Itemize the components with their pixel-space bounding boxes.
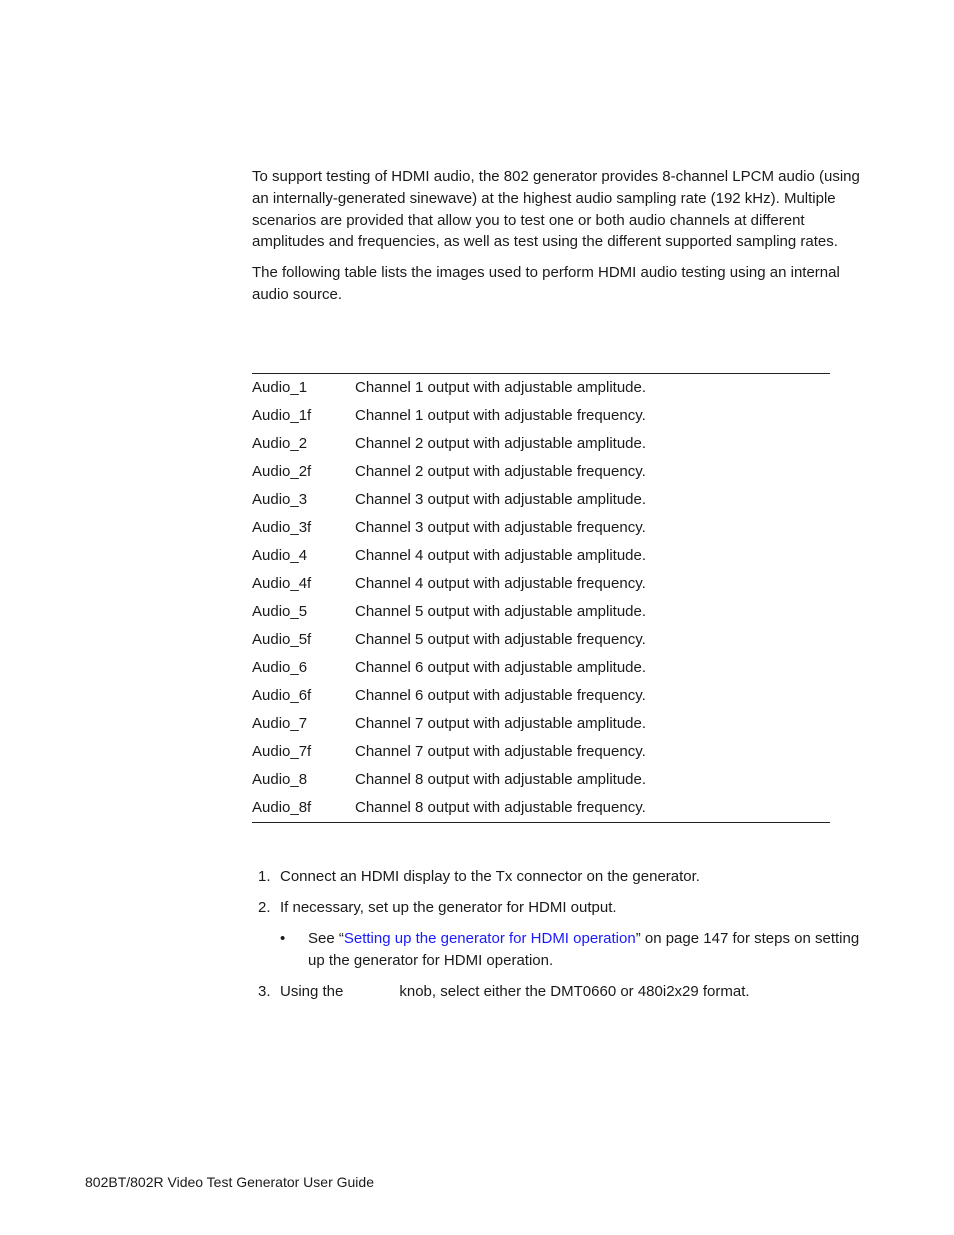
step-text-after: knob, select either the DMT0660 or 480i2x29 format. — [399, 983, 750, 1000]
image-name-cell: Audio_3 — [252, 491, 308, 508]
page-footer: 802BT/802R Video Test Generator User Guide — [85, 1174, 374, 1190]
table-row — [252, 430, 830, 458]
image-description-cell: Channel 7 output with adjustable amplitude. — [355, 715, 647, 732]
image-description-cell: Channel 2 output with adjustable amplitude. — [355, 435, 647, 452]
image-name-cell: Audio_4 — [252, 547, 308, 564]
step-2 — [252, 897, 872, 919]
image-name-cell: Audio_7 — [252, 715, 308, 732]
table-row — [252, 542, 830, 570]
step-number: 3. — [258, 983, 271, 1000]
image-name-cell: Audio_8f — [252, 799, 312, 816]
image-name-cell: Audio_4f — [252, 575, 312, 592]
image-name-cell: Audio_1 — [252, 379, 308, 396]
step-text: If necessary, set up the generator for HDMI output. — [280, 899, 617, 916]
hdmi-setup-link[interactable]: Setting up the generator for HDMI operation — [343, 930, 636, 947]
image-description-cell: Channel 3 output with adjustable frequency. — [355, 519, 646, 536]
image-name-cell: Audio_2f — [252, 463, 312, 480]
table-row — [252, 738, 830, 766]
step-number: 1. — [258, 868, 271, 885]
step-1 — [252, 866, 872, 888]
table-row — [252, 514, 830, 542]
table-row — [252, 598, 830, 626]
table-row — [252, 710, 830, 738]
image-description-cell: Channel 2 output with adjustable frequency. — [355, 463, 646, 480]
table-row — [252, 570, 830, 598]
table-row — [252, 766, 830, 794]
step-3 — [252, 981, 872, 1003]
image-name-cell: Audio_7f — [252, 743, 312, 760]
image-name-cell: Audio_8 — [252, 771, 308, 788]
image-name-cell: Audio_6 — [252, 659, 308, 676]
table-bottom-rule — [252, 822, 830, 823]
table-row — [252, 682, 830, 710]
procedure-steps — [252, 866, 872, 1012]
table-row — [252, 486, 830, 514]
image-description-cell: Channel 5 output with adjustable frequency. — [355, 631, 646, 648]
table-row — [252, 654, 830, 682]
image-description-cell: Channel 6 output with adjustable frequency. — [355, 687, 646, 704]
intro-paragraph-2: The following table lists the images used to perform HDMI audio testing using an internal audio source. — [252, 264, 840, 303]
bullet-dot: • — [280, 930, 286, 947]
bullet-suffix: ” on page 147 for steps on setting up the generator for HDMI operation. — [308, 930, 860, 969]
image-description-cell: Channel 3 output with adjustable amplitude. — [355, 491, 647, 508]
step-2-bullet — [252, 928, 872, 972]
step-number: 2. — [258, 899, 271, 916]
image-description-cell: Channel 8 output with adjustable amplitude. — [355, 771, 647, 788]
table-row — [252, 626, 830, 654]
image-name-cell: Audio_2 — [252, 435, 308, 452]
step-text-before: Using the — [280, 983, 344, 1000]
image-description-cell: Channel 4 output with adjustable amplitude. — [355, 547, 647, 564]
image-description-cell: Channel 1 output with adjustable amplitude. — [355, 379, 647, 396]
intro-section — [252, 166, 872, 315]
image-description-cell: Channel 4 output with adjustable frequency. — [355, 575, 646, 592]
table-row — [252, 458, 830, 486]
image-name-cell: Audio_5f — [252, 631, 312, 648]
image-description-cell: Channel 6 output with adjustable amplitude. — [355, 659, 647, 676]
image-description-cell: Channel 8 output with adjustable frequency. — [355, 799, 646, 816]
table-row — [252, 374, 830, 403]
image-description-cell: Channel 5 output with adjustable amplitude. — [355, 603, 647, 620]
image-name-cell: Audio_1f — [252, 407, 312, 424]
image-description-cell: Channel 1 output with adjustable frequency. — [355, 407, 646, 424]
audio-image-table — [252, 373, 830, 822]
image-description-cell: Channel 7 output with adjustable frequency. — [355, 743, 646, 760]
bullet-prefix: See “ — [308, 930, 344, 947]
step-text: Connect an HDMI display to the Tx connector on the generator. — [280, 868, 700, 885]
table-row — [252, 402, 830, 430]
table-row — [252, 794, 830, 822]
intro-paragraph-1: To support testing of HDMI audio, the 802 generator provides 8-channel LPCM audio (using an internally-generated sinewave) at the highest audio sampling rate (192 kHz). Multiple scenarios are provided that allow you to test one or both audio channels at different amplitudes and frequencies, as well as test using the different supported sampling rates. — [252, 168, 860, 251]
image-name-cell: Audio_5 — [252, 603, 308, 620]
image-name-cell: Audio_6f — [252, 687, 312, 704]
audio-table-body — [252, 374, 830, 823]
image-name-cell: Audio_3f — [252, 519, 312, 536]
